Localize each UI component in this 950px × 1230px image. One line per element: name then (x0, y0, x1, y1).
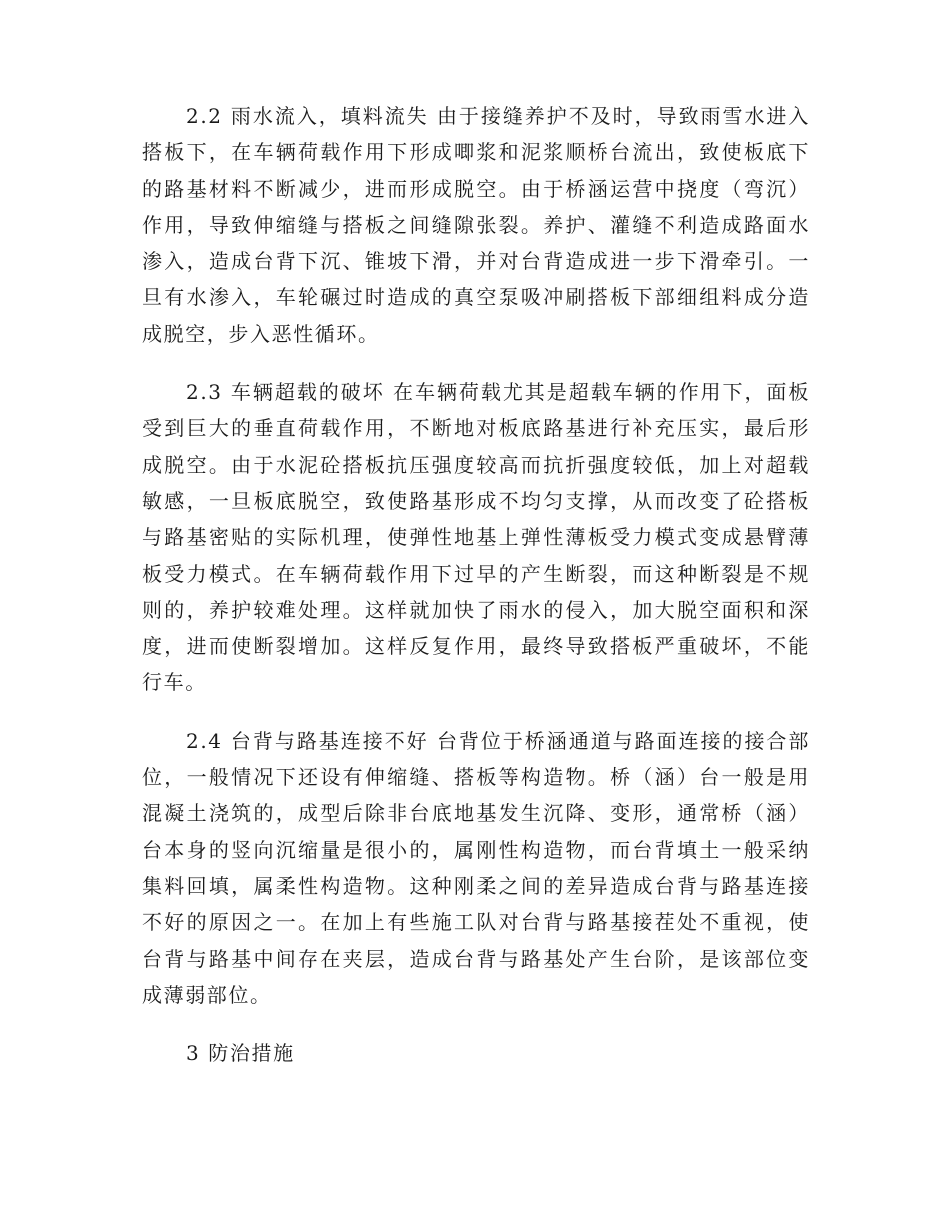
paragraph-2-4-connection: 2.4 台背与路基连接不好 台背位于桥涵通道与路面连接的接合部位，一般情况下还设有伸缩缝、搭板等构造物。桥（涵）台一般是用混凝土浇筑的，成型后除非台底地基发生沉降、变形，通常桥（涵）台本身的竖向沉缩量是很小的，属刚性构造物，而台背填土一般采纳集料回填，属柔性构造物。这种刚柔之间的差异造成台背与路基连接不好的原因之一。在加上有些施工队对台背与路基接茬处不重视，使台背与路基中间存在夹层，造成台背与路基处产生台阶，是该部位变成薄弱部位。 (142, 728, 810, 1007)
paragraph-2-3-overload: 2.3 车辆超载的破坏 在车辆荷载尤其是超载车辆的作用下，面板受到巨大的垂直荷载作用，不断地对板底路基进行补充压实，最后形成脱空。由于水泥砼搭板抗压强度较高而抗折强度较低，加上对超载敏感，一旦板底脱空，致使路基形成不均匀支撑，从而改变了砼搭板与路基密贴的实际机理，使弹性地基上弹性薄板受力模式变成悬臂薄板受力模式。在车辆荷载作用下过早的产生断裂，而这种断裂是不规则的，养护较难处理。这样就加快了雨水的侵入，加大脱空面积和深度，进而使断裂增加。这样反复作用，最终导致搭板严重破坏，不能行车。 (142, 380, 810, 695)
document-page (142, 98, 810, 1071)
section-heading-prevention: 3 防治措施 (186, 1041, 295, 1066)
paragraph-2-2-rainwater: 2.2 雨水流入，填料流失 由于接缝养护不及时，导致雨雪水进入搭板下，在车辆荷载作用下形成唧浆和泥浆顺桥台流出，致使板底下的路基材料不断减少，进而形成脱空。由于桥涵运营中挠度（弯沉）作用，导致伸缩缝与搭板之间缝隙张裂。养护、灌缝不利造成路面水渗入，造成台背下沉、锥坡下滑，并对台背造成进一步下滑牵引。一旦有水渗入，车轮碾过时造成的真空泵吸冲刷搭板下部细组料成分造成脱空，步入恶性循环。 (142, 104, 810, 346)
